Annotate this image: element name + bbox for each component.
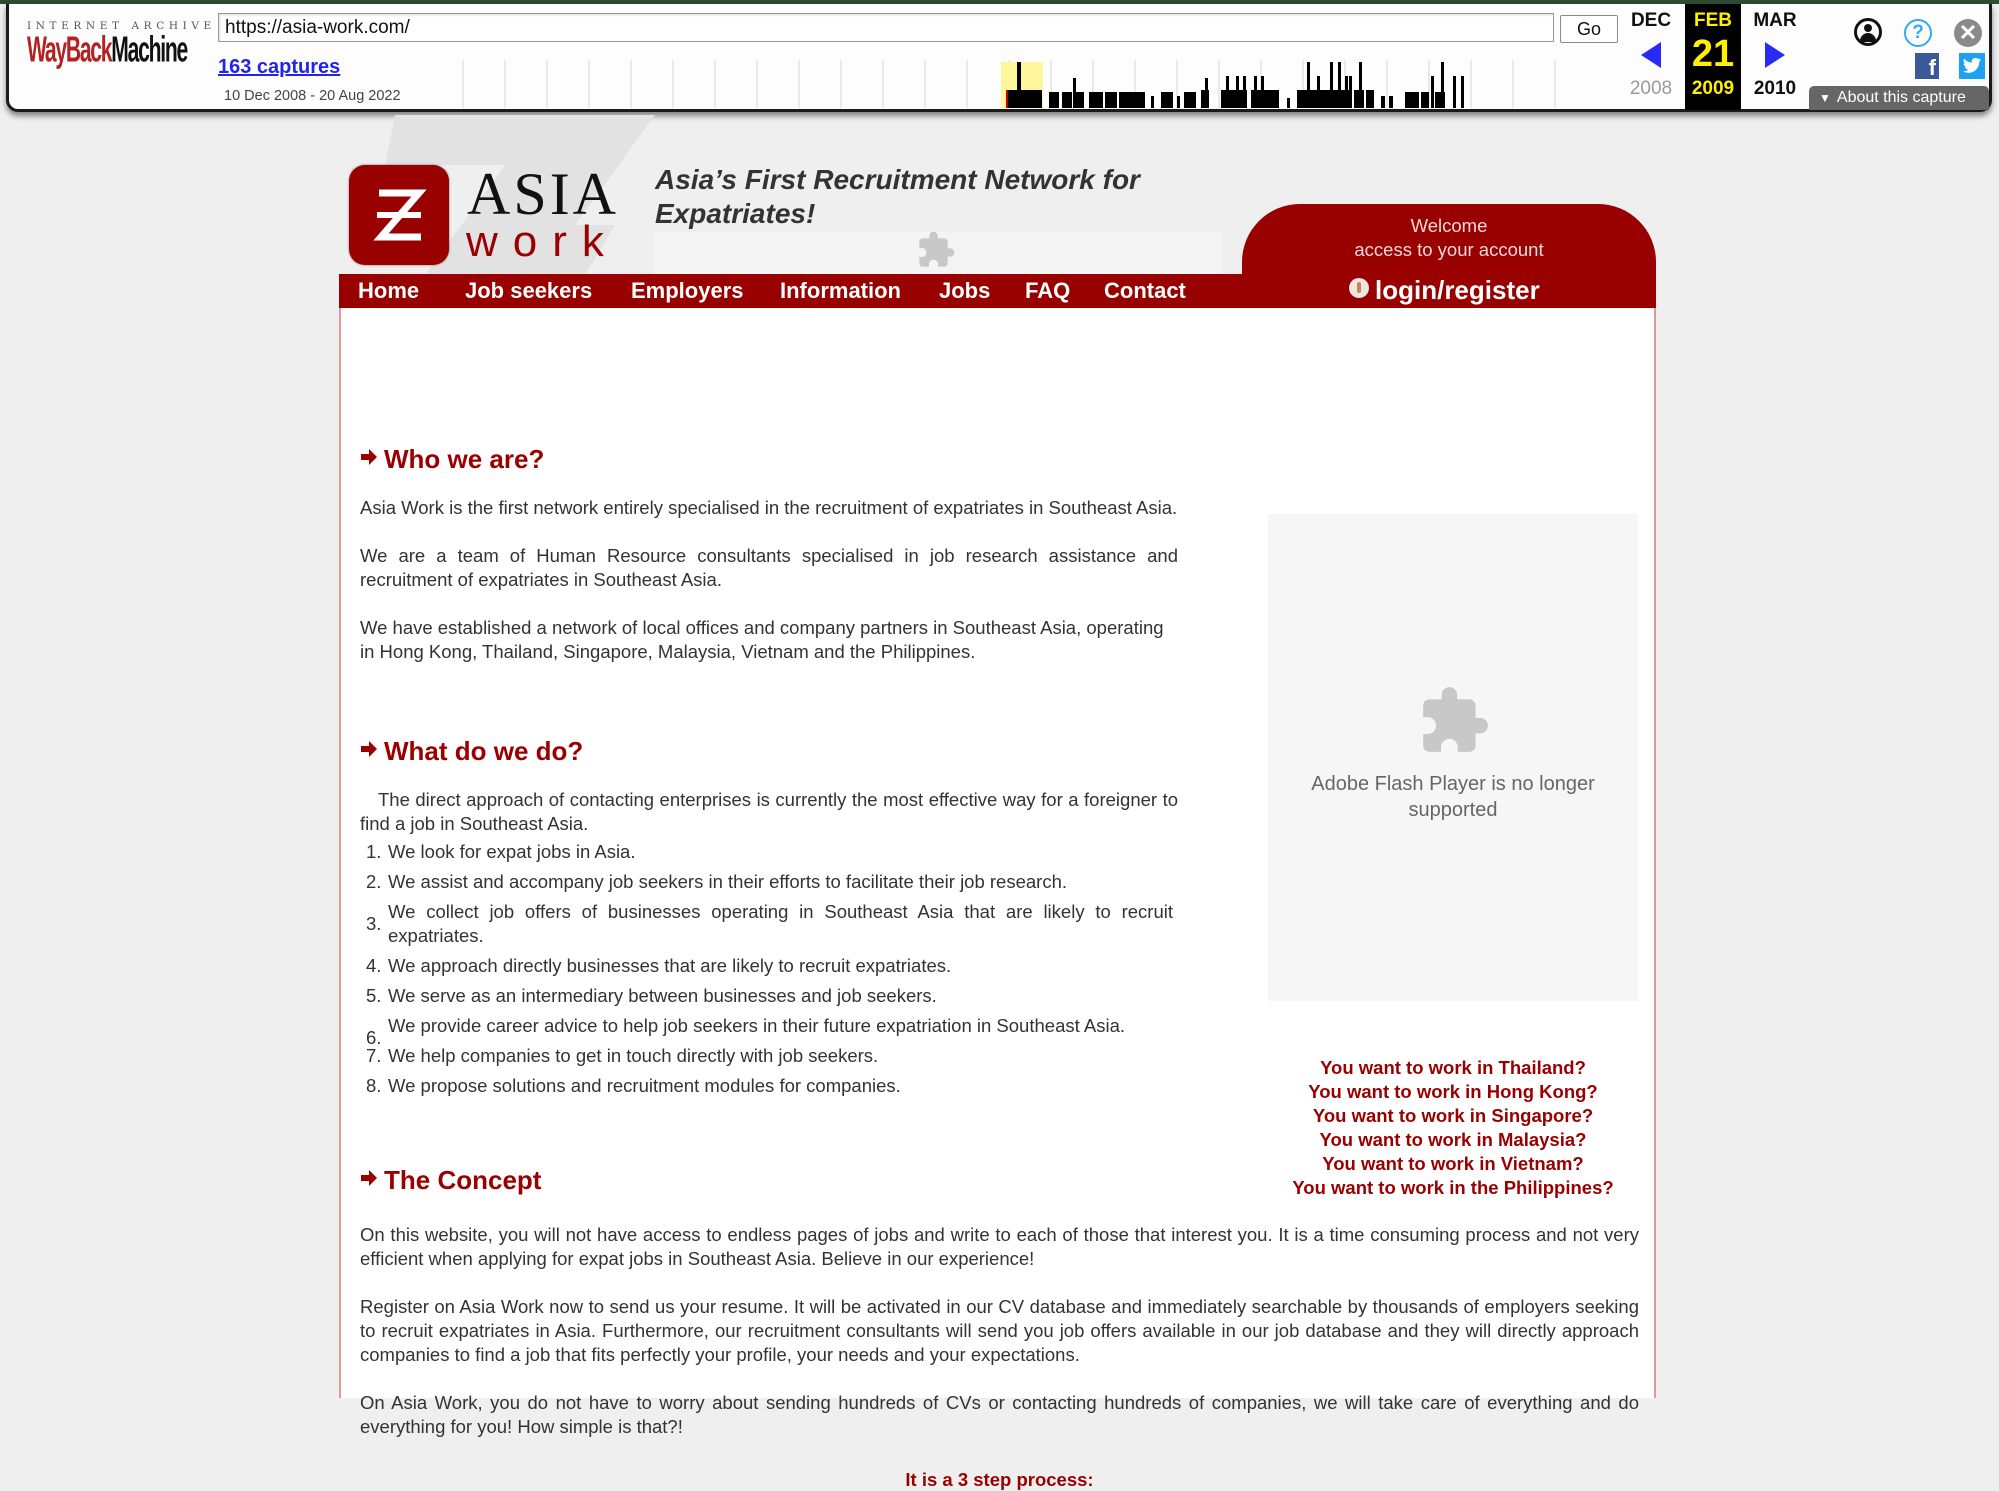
account-welcome-tab <box>1242 204 1656 276</box>
concept-paragraph-3: On Asia Work, you do not have to worry about sending hundreds of CVs or contacting hundreds of companies, we will take care of everything and do everything for you! How simple is that?! <box>360 1392 1639 1437</box>
item-text: We assist and accompany job seekers in their efforts to facilitate their job research. <box>388 871 1068 892</box>
country-link-thailand[interactable]: You want to work in Thailand? <box>1320 1057 1586 1078</box>
list-item <box>360 1014 1173 1048</box>
current-year: 2009 <box>1691 78 1735 99</box>
plugin-puzzle-icon <box>916 230 956 270</box>
concept-paragraph-2: Register on Asia Work now to send us your resume. It will be activated in our CV database and immediately searchable by thousands of employers seeking to recruit expatriates in Asia. Furthermore, our recruitment consultants will send you job offers available in our job database and they will directly approach companies to find a job that fits perfectly your profile, your needs and your expectations. <box>360 1296 1639 1365</box>
current-month: FEB <box>1694 10 1732 31</box>
item-number: 5. <box>366 985 382 1006</box>
item-text: We approach directly businesses that are likely to recruit expatriates. <box>388 955 952 976</box>
logo-asia-text: ASIA <box>467 161 620 227</box>
internet-archive-label: INTERNET ARCHIVE <box>27 20 216 32</box>
what-intro: The direct approach of contacting enterprises is currently the most effective way for a foreigner to find a job in Southeast Asia. <box>360 789 1178 834</box>
prev-capture-arrow-icon[interactable] <box>1641 42 1661 68</box>
content-area <box>339 308 1656 1490</box>
wayback-toolbar <box>6 4 1992 112</box>
twitter-share-icon[interactable] <box>1959 53 1985 79</box>
section-what-we-do <box>360 736 1178 1098</box>
wayback-machine-wordmark <box>27 30 187 70</box>
item-text: We propose solutions and recruitment modules for companies. <box>388 1075 901 1096</box>
plugin-puzzle-icon <box>1417 684 1491 758</box>
country-link-malaysia[interactable]: You want to work in Malaysia? <box>1319 1129 1587 1150</box>
nav-employers[interactable]: Employers <box>631 278 744 303</box>
item-text: We provide career advice to help job seekers in their future expatriation in Southeast Asia. <box>388 1015 1125 1036</box>
close-icon[interactable]: ✕ <box>1954 19 1982 47</box>
section-heading <box>360 736 1178 766</box>
section-who-we-are <box>360 444 1178 664</box>
list-item <box>360 954 1173 978</box>
section-heading <box>360 1165 1639 1195</box>
toolbar-icons <box>1854 16 1994 80</box>
main-nav <box>339 274 1656 308</box>
item-text: We serve as an intermediary between businesses and job seekers. <box>388 985 937 1006</box>
item-number: 1. <box>366 841 382 862</box>
wordmark-wayback: WayBack <box>27 30 112 70</box>
current-capture <box>1685 4 1741 110</box>
caret-down-icon: ▼ <box>1819 91 1831 105</box>
logo-work-text: work <box>466 217 619 266</box>
account-access-text: access to your account <box>1354 239 1544 260</box>
item-text: We look for expat jobs in Asia. <box>388 841 636 862</box>
three-step-process-title: It is a 3 step process: <box>905 1469 1094 1490</box>
item-number: 3. <box>366 913 382 934</box>
what-heading-text: What do we do? <box>384 736 584 766</box>
go-button[interactable]: Go <box>1560 15 1618 43</box>
login-register-label: login/register <box>1375 275 1540 305</box>
item-text: We help companies to get in touch directly with job seekers. <box>388 1045 879 1066</box>
arrow-bullet-icon <box>360 1169 378 1187</box>
next-month: MAR <box>1753 10 1797 31</box>
prev-month: DEC <box>1630 10 1672 31</box>
welcome-text: Welcome <box>1410 215 1488 236</box>
section-heading <box>360 444 1178 474</box>
item-number: 6. <box>366 1027 382 1048</box>
current-day: 21 <box>1691 33 1735 75</box>
list-item <box>360 1044 1173 1068</box>
nav-job-seekers[interactable]: Job seekers <box>465 278 593 303</box>
list-item <box>360 840 1173 864</box>
who-paragraph-3a: We have established a network of local offices and company partners in Southeast Asia, operating <box>360 617 1164 638</box>
site-tagline: Asia’s First Recruitment Network for Expatriates! <box>655 164 1140 229</box>
next-capture[interactable] <box>1747 4 1803 110</box>
who-paragraph-2: We are a team of Human Resource consultants specialised in job research assistance and recruitment of expatriates in Southeast Asia. <box>360 545 1178 590</box>
who-heading-text: Who we are? <box>384 444 545 474</box>
facebook-share-icon[interactable]: f <box>1915 53 1939 79</box>
wordmark-machine: Machine <box>111 30 187 70</box>
who-paragraph-1: Asia Work is the first network entirely specialised in the recruitment of expatriates in Southeast Asia. <box>360 497 1178 518</box>
list-item <box>360 900 1173 948</box>
nav-home[interactable]: Home <box>358 278 420 303</box>
help-icon[interactable]: ? <box>1904 19 1932 47</box>
services-list <box>360 840 1173 1098</box>
item-number: 4. <box>366 955 382 976</box>
capture-calendar-nav <box>1623 4 1815 112</box>
country-link-philippines[interactable]: You want to work in the Philippines? <box>1292 1177 1614 1198</box>
item-number: 8. <box>366 1075 382 1096</box>
page-container <box>339 120 1656 1490</box>
login-register-link[interactable] <box>1349 275 1540 306</box>
user-account-icon[interactable] <box>1854 18 1882 46</box>
list-item <box>360 1074 1173 1098</box>
nav-faq[interactable]: FAQ <box>1025 278 1071 303</box>
next-year[interactable]: 2010 <box>1753 78 1797 99</box>
prev-capture[interactable] <box>1623 4 1679 110</box>
item-number: 7. <box>366 1045 382 1066</box>
arrow-bullet-icon <box>360 740 378 758</box>
nav-jobs[interactable]: Jobs <box>939 278 991 303</box>
who-paragraph-3b: in Hong Kong, Thailand, Singapore, Malaysia, Vietnam and the Philippines. <box>360 641 976 662</box>
about-this-capture-button[interactable] <box>1809 86 1989 110</box>
nav-contact[interactable]: Contact <box>1104 278 1186 303</box>
flash-unsupported-message: Adobe Flash Player is no longer supported <box>1311 773 1595 821</box>
nav-information[interactable]: Information <box>780 278 901 303</box>
list-item <box>360 984 1173 1008</box>
country-link-hong-kong[interactable]: You want to work in Hong Kong? <box>1308 1081 1598 1102</box>
capture-date-range: 10 Dec 2008 - 20 Aug 2022 <box>224 88 401 104</box>
arrow-bullet-icon <box>360 448 378 466</box>
url-input[interactable] <box>218 13 1554 42</box>
next-capture-arrow-icon[interactable] <box>1765 42 1785 68</box>
item-text: We collect job offers of businesses operating in Southeast Asia that are likely to recruit expatriates. <box>388 901 1173 946</box>
concept-heading-text: The Concept <box>384 1165 542 1195</box>
about-capture-label: About this capture <box>1836 89 1966 106</box>
asia-work-logo-icon[interactable] <box>349 165 449 265</box>
captures-sparkline[interactable] <box>461 60 1591 108</box>
section-concept <box>360 1165 1639 1491</box>
country-link-singapore[interactable]: You want to work in Singapore? <box>1312 1105 1594 1126</box>
country-link-vietnam[interactable]: You want to work in Vietnam? <box>1322 1153 1584 1174</box>
item-number: 2. <box>366 871 382 892</box>
captures-link[interactable]: 163 captures <box>218 56 341 78</box>
wayback-logo[interactable] <box>27 20 216 70</box>
prev-year[interactable]: 2008 <box>1629 78 1673 99</box>
key-icon <box>1349 278 1369 298</box>
list-item <box>360 870 1173 894</box>
concept-paragraph-1: On this website, you will not have access to endless pages of jobs and write to each of those that interest you. It is a time consuming process and not very efficient when applying for expat jobs in Southeast Asia. Believe in our experience! <box>360 1224 1639 1269</box>
flash-player-placeholder[interactable] <box>1268 514 1638 1001</box>
